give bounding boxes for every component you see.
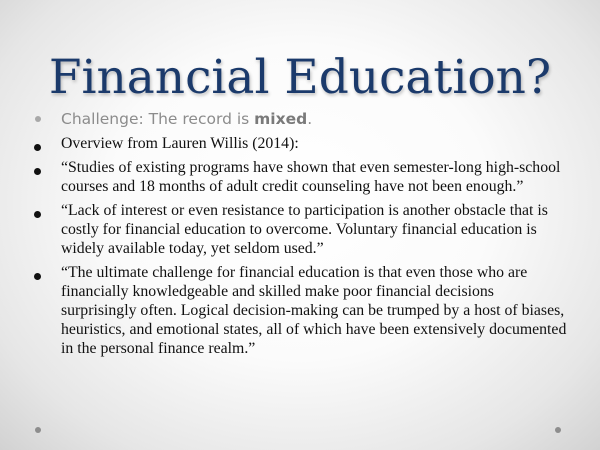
- slide-title: Financial Education?: [48, 50, 552, 105]
- slide-corner-dot-left: [35, 427, 41, 433]
- bullet-dot-icon: [35, 116, 41, 122]
- bullet-overview-text: Overview from Lauren Willis (2014):: [61, 135, 299, 152]
- bullet-challenge-text: Challenge: The record is: [61, 110, 255, 128]
- bullet-dot-icon: [34, 273, 41, 280]
- slide-body: [34, 108, 569, 363]
- slide-corner-dot-right: [555, 427, 561, 433]
- bullet-challenge-end: .: [307, 110, 313, 128]
- bullet-quote-studies-text: “Studies of existing programs have shown that even semester-long high-school courses and 18 months of adult credit counseling have not been enough.”: [61, 159, 561, 195]
- bullet-overview: [34, 134, 569, 153]
- bullet-quote-challenge-text: “The ultimate challenge for financial education is that even those who are financially knowledgeable and skilled make poor financial decisions surprisingly often. Logical decision-making can be trumped by a host of biases, heuristics, and emotional states, all of which have been extensively documented in the personal finance realm.”: [61, 264, 567, 357]
- bullet-dot-icon: [34, 211, 41, 218]
- bullet-quote-challenge: [34, 263, 569, 358]
- bullet-challenge-emphasis: mixed: [254, 110, 308, 128]
- bullet-dot-icon: [34, 168, 41, 175]
- bullet-quote-studies: [34, 158, 569, 196]
- bullet-challenge: [34, 108, 569, 130]
- bullet-dot-icon: [34, 144, 41, 151]
- bullet-quote-interest-text: “Lack of interest or even resistance to participation is another obstacle that is costly for financial education to overcome. Voluntary financial education is widely available today, yet seldom used.”: [61, 202, 548, 257]
- bullet-quote-interest: [34, 201, 569, 258]
